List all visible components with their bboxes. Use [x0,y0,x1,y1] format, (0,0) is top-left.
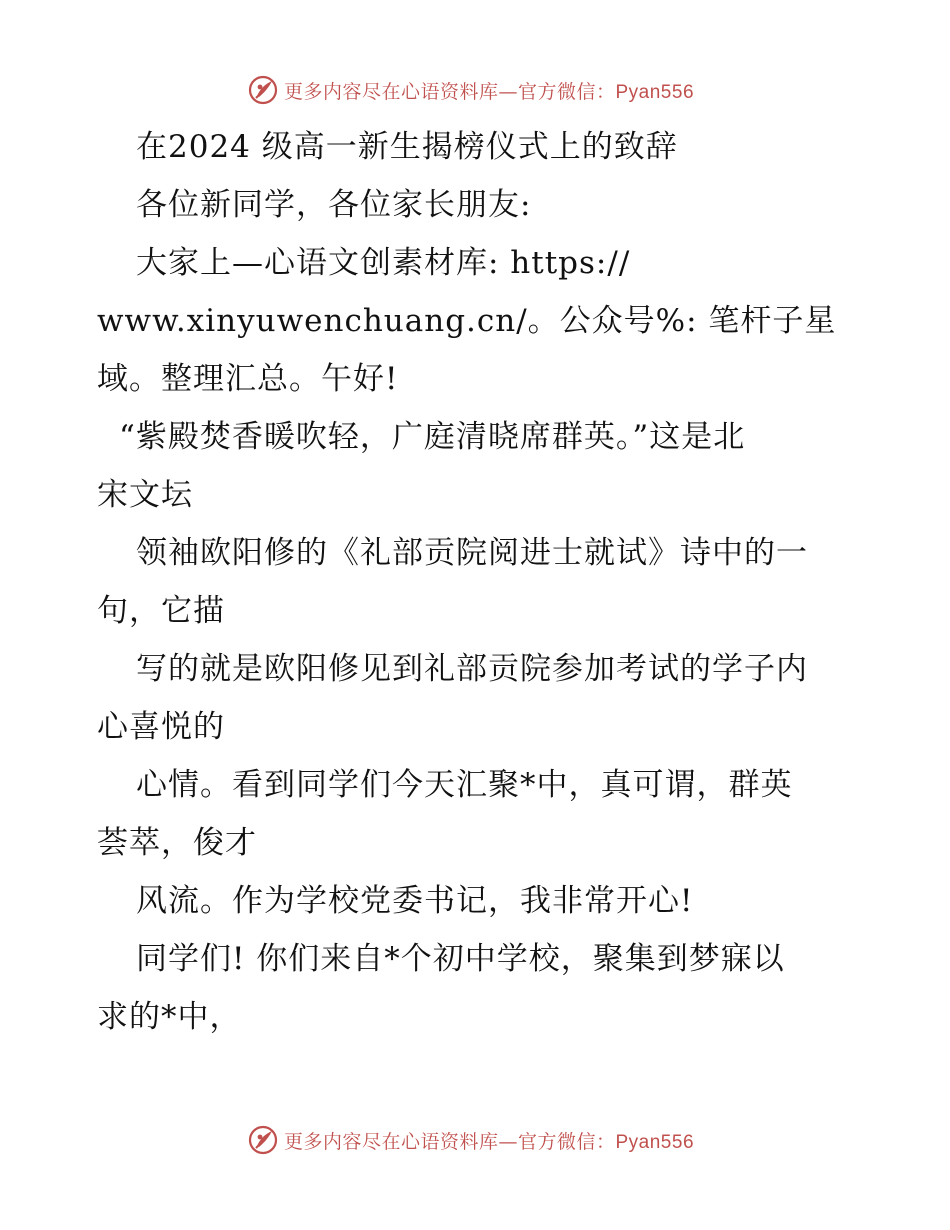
banner-text: 更多内容尽在心语资料库—官方微信：Pyan556 [283,80,695,103]
text-line: 荟萃，俊才 [97,825,257,861]
quill-pen-logo-icon [248,1125,278,1155]
text-line: 心情。看到同学们今天汇聚*中，真可谓，群英 [136,767,793,803]
text-line: 心喜悦的 [97,709,225,745]
footer-watermark-banner [0,1120,950,1160]
document-body [97,118,857,1046]
header-watermark-banner [0,70,950,110]
text-line: “紫殿焚香暖吹轻，广庭清晓席群英。”这是北 [119,419,746,455]
wechat-id: Pyan556 [615,1131,695,1153]
text-line: 句，它描 [97,593,225,629]
text-line: 领袖欧阳修的《礼部贡院阅进士就试》诗中的一 [136,535,808,571]
text-line: 求的*中， [97,999,242,1035]
text-line: www.xinyuwenchuang.cn/。公众号%: 笔杆子星 [97,303,837,339]
quill-pen-logo-icon [248,75,278,105]
text-line: 宋文坛 [97,477,193,513]
wechat-id: Pyan556 [615,81,695,103]
document-title: 在2024 级高一新生揭榜仪式上的致辞 [136,129,678,165]
text-line: 写的就是欧阳修见到礼部贡院参加考试的学子内 [136,651,808,687]
salutation: 各位新同学，各位家长朋友: [136,187,532,223]
text-line: 大家上—心语文创素材库: https:// [136,245,631,281]
text-line: 同学们! 你们来自*个初中学校，聚集到梦寐以 [136,941,785,977]
banner-text: 更多内容尽在心语资料库—官方微信：Pyan556 [283,1130,695,1153]
text-line: 风流。作为学校党委书记，我非常开心! [136,883,694,919]
text-line: 域。整理汇总。午好! [97,361,399,397]
